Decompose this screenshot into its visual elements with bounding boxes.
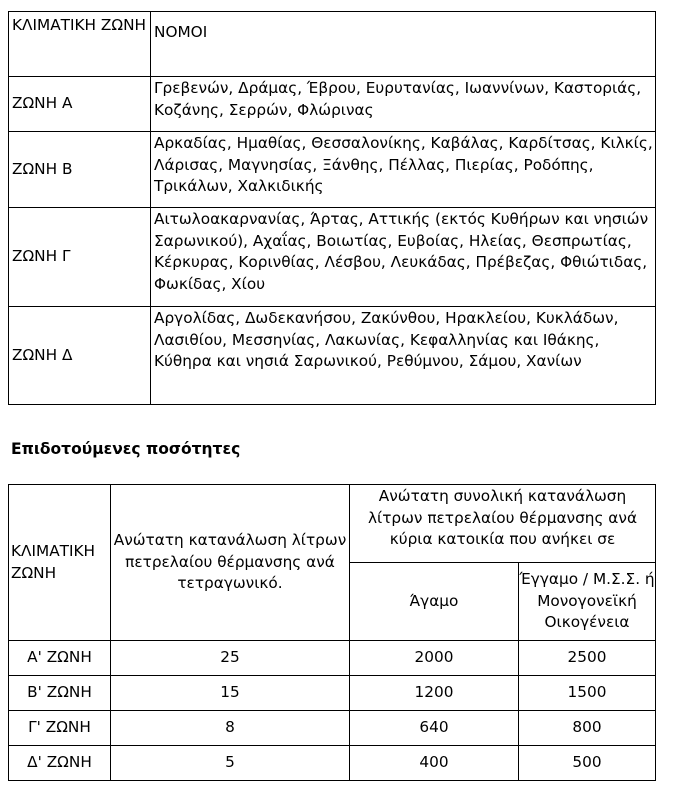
zone-label: Α' ΖΩΝΗ bbox=[9, 641, 111, 676]
married-value: 500 bbox=[519, 746, 656, 781]
climate-zones-table bbox=[8, 11, 656, 405]
table-row bbox=[9, 208, 656, 307]
zone-label: ΖΩΝΗ Γ bbox=[9, 208, 151, 307]
prefecture-list: Γρεβενών, Δράμας, Έβρου, Ευρυτανίας, Ιωαννίνων, Καστοριάς, Κοζάνης, Σερρών, Φλώρινας bbox=[151, 77, 656, 132]
header-climate-zone: ΚΛΙΜΑΤΙΚΗ ΖΩΝΗ bbox=[9, 12, 151, 77]
table-header-row bbox=[9, 12, 656, 77]
header-married: Έγγαμο / Μ.Σ.Σ. ή Μονογονεϊκή Οικογένεια bbox=[519, 563, 656, 641]
prefecture-list: Αιτωλοακαρνανίας, Άρτας, Αττικής (εκτός Κυθήρων και νησιών Σαρωνικού), Αχαΐας, Βοιωτίας, Ευβοίας, Ηλείας, Θεσπρωτίας, Κέρκυρας, Κορινθίας, Λέσβου, Λευκάδας, Πρέβεζας, Φθιώτιδας, Φωκίδας, Χίου bbox=[151, 208, 656, 307]
per-sqm-value: 15 bbox=[111, 676, 350, 711]
prefecture-list: Αρκαδίας, Ημαθίας, Θεσσαλονίκης, Καβάλας, Καρδίτσας, Κιλκίς, Λάρισας, Μαγνησίας, Ξάνθης, Πέλλας, Πιερίας, Ροδόπης, Τρικάλων, Χαλκιδικής bbox=[151, 132, 656, 208]
per-sqm-value: 8 bbox=[111, 711, 350, 746]
header-single: Άγαμο bbox=[350, 563, 519, 641]
prefecture-list: Αργολίδας, Δωδεκανήσου, Ζακύνθου, Ηρακλείου, Κυκλάδων, Λασιθίου, Μεσσηνίας, Λακωνίας, Κεφαλληνίας και Ιθάκης, Κύθηρα και νησιά Σαρωνικού, Ρεθύμνου, Σάμου, Χανίων bbox=[151, 307, 656, 405]
table-row bbox=[9, 676, 656, 711]
table-row bbox=[9, 132, 656, 208]
zone-label: Β' ΖΩΝΗ bbox=[9, 676, 111, 711]
table-header-row bbox=[9, 485, 656, 563]
section-title: Επιδοτούμενες ποσότητες bbox=[11, 440, 241, 458]
header-total-consumption: Ανώτατη συνολική κατανάλωση λίτρων πετρελαίου θέρμανσης ανά κύρια κατοικία που ανήκει σε bbox=[350, 485, 656, 563]
per-sqm-value: 25 bbox=[111, 641, 350, 676]
married-value: 1500 bbox=[519, 676, 656, 711]
zone-label: ΖΩΝΗ Β bbox=[9, 132, 151, 208]
married-value: 2500 bbox=[519, 641, 656, 676]
zone-label: ΖΩΝΗ Δ bbox=[9, 307, 151, 405]
subsidised-quantities-table bbox=[8, 484, 656, 781]
header-prefectures: ΝΟΜΟΙ bbox=[151, 12, 656, 77]
table-row bbox=[9, 711, 656, 746]
single-value: 640 bbox=[350, 711, 519, 746]
per-sqm-value: 5 bbox=[111, 746, 350, 781]
zone-label: Γ' ΖΩΝΗ bbox=[9, 711, 111, 746]
table-row bbox=[9, 77, 656, 132]
married-value: 800 bbox=[519, 711, 656, 746]
table-row bbox=[9, 307, 656, 405]
header-climate-zone: ΚΛΙΜΑΤΙΚΗ ΖΩΝΗ bbox=[9, 485, 111, 641]
single-value: 400 bbox=[350, 746, 519, 781]
table-row bbox=[9, 641, 656, 676]
single-value: 1200 bbox=[350, 676, 519, 711]
zone-label: ΖΩΝΗ Α bbox=[9, 77, 151, 132]
zone-label: Δ' ΖΩΝΗ bbox=[9, 746, 111, 781]
header-per-sqm-consumption: Ανώτατη κατανάλωση λίτρων πετρελαίου θέρμανσης ανά τετραγωνικό. bbox=[111, 485, 350, 641]
single-value: 2000 bbox=[350, 641, 519, 676]
table-row bbox=[9, 746, 656, 781]
